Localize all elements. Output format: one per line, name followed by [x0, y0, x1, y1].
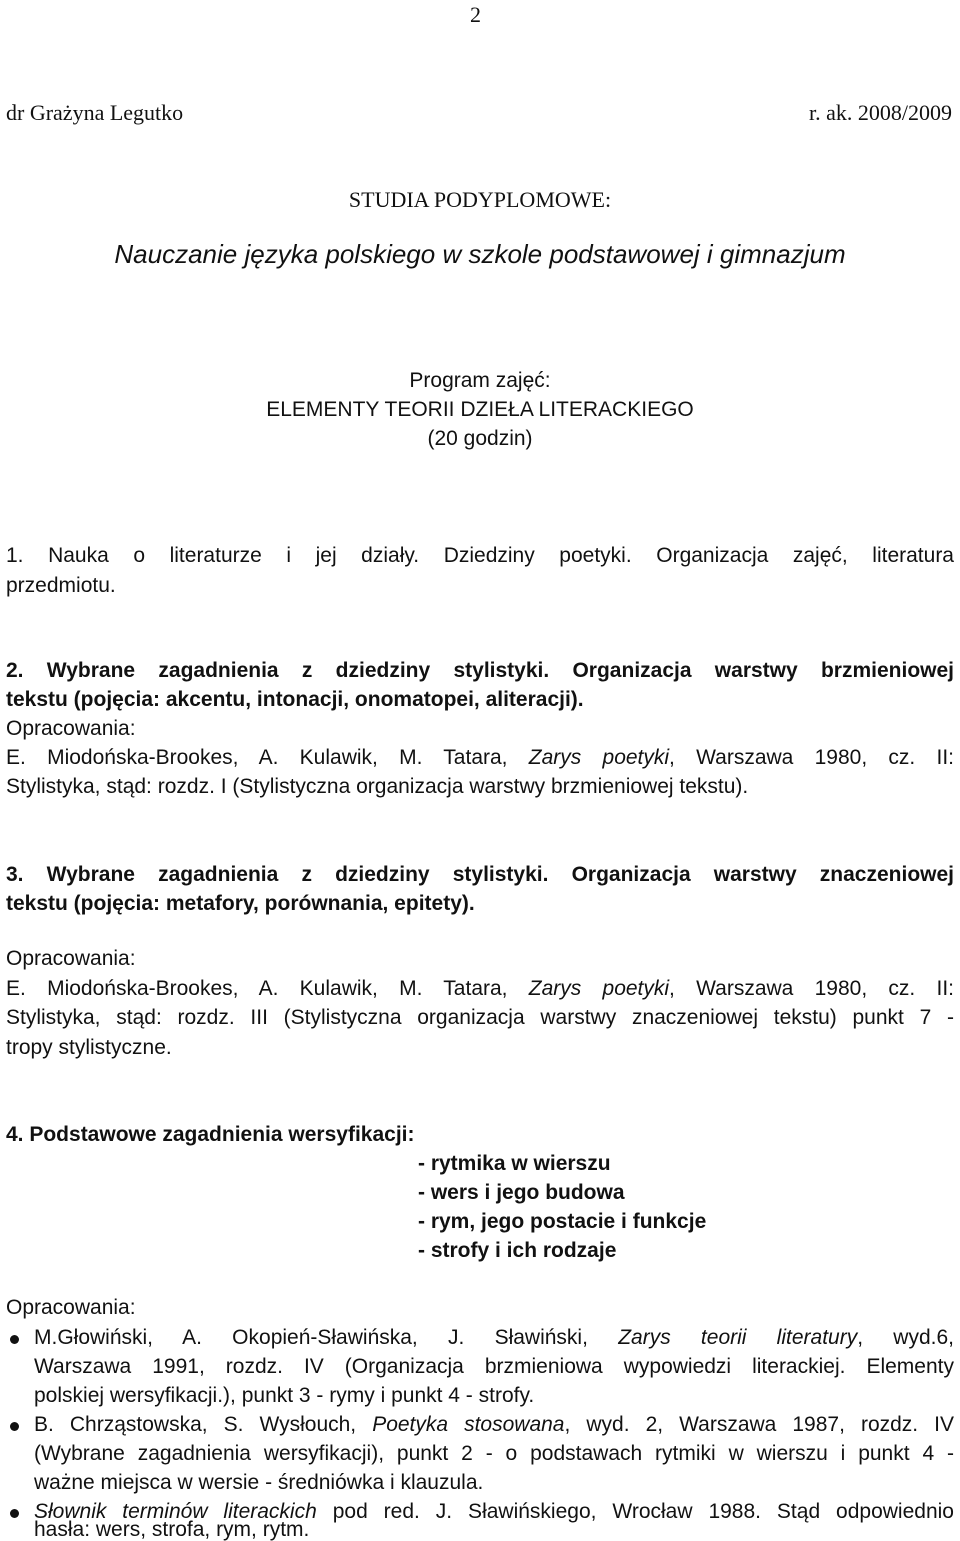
- studies-subtitle: Nauczanie języka polskiego w szkole podstawowej i gimnazjum: [114, 239, 846, 269]
- bibliography-1-line-2: Warszawa 1991, rozdz. IV (Organizacja brzmieniowa wypowiedzi literackiej. Elementy: [34, 1355, 954, 1378]
- section-2-reference-line-2: Stylistyka, stąd: rozdz. I (Stylistyczna organizacja warstwy brzmieniowej tekstu).: [6, 775, 749, 798]
- bullet-icon: [10, 1509, 19, 1518]
- program-label: Program zajęć:: [409, 369, 551, 392]
- section-2-opracowania-label: Opracowania:: [6, 717, 136, 740]
- versification-item-3: - rym, jego postacie i funkcje: [418, 1210, 707, 1233]
- bibliography-3-line-2: hasła: wers, strofa, rym, rytm.: [34, 1518, 310, 1541]
- versification-item-1: - rytmika w wierszu: [418, 1152, 611, 1175]
- section-4-opracowania-label: Opracowania:: [6, 1296, 136, 1319]
- section-1-line-1: 1. Nauka o literaturze i jej działy. Dziedziny poetyki. Organizacja zajęć, literatura: [6, 544, 954, 567]
- program-hours: (20 godzin): [427, 427, 533, 450]
- versification-item-4: - strofy i ich rodzaje: [418, 1239, 617, 1262]
- section-2-ref-authors: E. Miodońska-Brookes, A. Kulawik, M. Tatara,: [6, 746, 508, 769]
- section-2-ref-details: , Warszawa 1980, cz. II:: [669, 746, 954, 769]
- section-3-line-2: tekstu (pojęcia: metafory, porównania, epitety).: [6, 892, 475, 915]
- section-3-ref-details: , Warszawa 1980, cz. II:: [669, 977, 954, 1000]
- section-2-line-1: [6, 656, 954, 686]
- bibliography-1-line-3: polskiej wersyfikacji.), punkt 3 - rymy i punkt 4 - strofy.: [34, 1384, 535, 1407]
- section-4-heading: 4. Podstawowe zagadnienia wersyfikacji:: [6, 1123, 415, 1146]
- section-3-reference-line-3: tropy stylistyczne.: [6, 1036, 172, 1059]
- bullet-icon: [10, 1335, 19, 1344]
- page-number: 2: [470, 2, 481, 27]
- section-2-line-2: tekstu (pojęcia: akcentu, intonacji, onomatopei, aliteracji).: [6, 688, 584, 711]
- section-3-line-1: 3. Wybrane zagadnienia z dziedziny stylistyki. Organizacja warstwy znaczeniowej: [6, 863, 954, 886]
- bullet-icon: [10, 1422, 19, 1431]
- bibliography-2-line-1: [34, 1410, 954, 1440]
- section-3-ref-authors: E. Miodońska-Brookes, A. Kulawik, M. Tatara,: [6, 977, 508, 1000]
- bibliography-2-line-3: ważne miejsca w wersie - średniówka i klauzula.: [34, 1471, 484, 1494]
- bibliography-3-title: Słownik terminów literackich: [34, 1500, 317, 1523]
- bibliography-2-title: Poetyka stosowana: [372, 1413, 565, 1436]
- section-3-opracowania-label: Opracowania:: [6, 947, 136, 970]
- bibliography-2-line-2: (Wybrane zagadnienia wersyfikacji), punkt 2 - o podstawach rytmiki w wierszu i punkt 4 -: [34, 1442, 954, 1465]
- author-name: dr Grażyna Legutko: [6, 100, 184, 125]
- bibliography-2-authors: B. Chrząstowska, S. Wysłouch,: [34, 1413, 357, 1436]
- bibliography-3-details: pod red. J. Sławińskiego, Wrocław 1988. Stąd odpowiednio: [316, 1500, 954, 1523]
- versification-item-2: - wers i jego budowa: [418, 1181, 625, 1204]
- bibliography-1-authors: M.Głowiński, A. Okopień-Sławińska, J. Sławiński,: [34, 1326, 588, 1349]
- section-2-ref-title: Zarys poetyki: [528, 746, 670, 769]
- section-2-reference-line-1: [6, 743, 954, 773]
- bibliography-1-line-1: [34, 1323, 954, 1353]
- section-3-ref-title: Zarys poetyki: [528, 977, 670, 1000]
- bibliography-1-title: Zarys teorii literatury: [618, 1326, 858, 1349]
- academic-year: r. ak. 2008/2009: [809, 100, 952, 125]
- bibliography-1-edition: , wyd.6,: [857, 1326, 954, 1349]
- studies-label: STUDIA PODYPLOMOWE:: [348, 187, 612, 212]
- section-3-reference-line-2: Stylistyka, stąd: rozdz. III (Stylistyczna organizacja warstwy znaczeniowej tekstu) punkt 7 -: [6, 1006, 954, 1029]
- bibliography-2-edition: , wyd. 2, Warszawa 1987, rozdz. IV: [564, 1413, 955, 1436]
- section-1-line-2: przedmiotu.: [6, 574, 116, 597]
- section-3-reference-line-1: [6, 974, 954, 1004]
- section-2-heading-text: 2. Wybrane zagadnienia z dziedziny stylistyki. Organizacja warstwy brzmieniowej: [6, 659, 954, 682]
- program-title: ELEMENTY TEORII DZIEŁA LITERACKIEGO: [266, 398, 694, 421]
